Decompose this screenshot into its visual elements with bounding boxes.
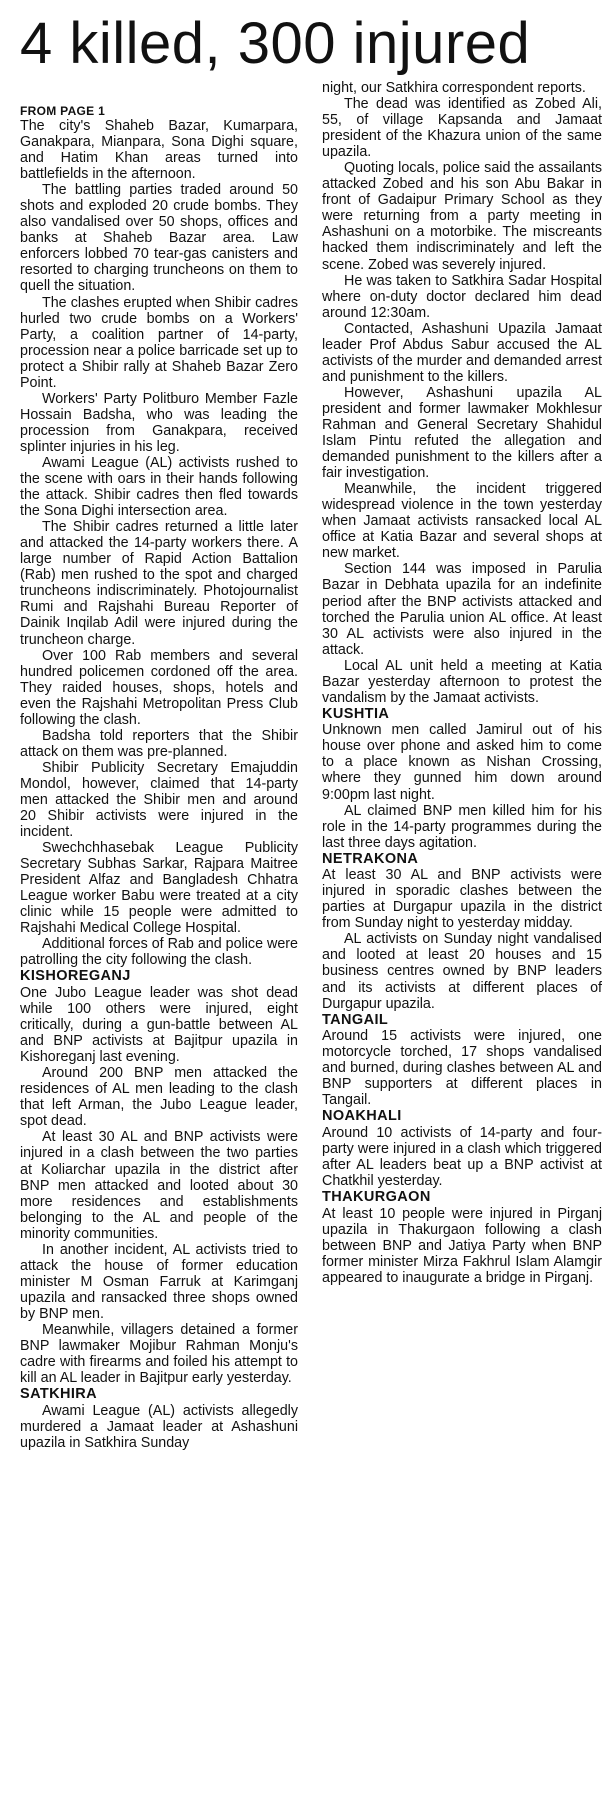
right-column [322, 80, 602, 1286]
paragraph: However, Ashashuni upazila AL president and former lawmaker Mokhlesur Rahman and General Secretary Shahidul Islam Pintu refuted the allegation and demanded punishment to the killers after a fair investigation. [322, 384, 602, 482]
paragraph: In another incident, AL activists tried to attack the house of former education minister M Osman Farruk at Karimganj upazila and ransacked three shops owned by BNP men. [20, 1241, 298, 1322]
section-heading-kishoreganj: KISHOREGANJ [20, 968, 131, 985]
paragraph: The dead was identified as Zobed Ali, 55, of village Kapsanda and Jamaat president of the Khazura union of the same upazila. [322, 96, 602, 161]
paragraph: Local AL unit held a meeting at Katia Bazar yesterday afternoon to protest the vandalism by the Jamaat activists. [322, 657, 602, 706]
section-heading-noakhali: NOAKHALI [322, 1108, 402, 1125]
paragraph: One Jubo League leader was shot dead while 100 others were injured, eight critically, during a gun-battle between AL and BNP activists at Bajitpur upazila in Kishoreganj last evening. [20, 984, 298, 1066]
section-heading-satkhira: SATKHIRA [20, 1386, 98, 1403]
paragraph: AL claimed BNP men killed him for his role in the 14-party programmes during the last three days agitation. [322, 802, 602, 851]
section-heading-tangail: TANGAIL [322, 1011, 389, 1028]
paragraph: Workers' Party Politburo Member Fazle Hossain Badsha, who was leading the procession from Ganakpara, received splinter injuries in his leg. [20, 390, 298, 455]
paragraph: Unknown men called Jamirul out of his house over phone and asked him to come to a place known as Nishan Crossing, where they gunned him down around 9:00pm last night. [322, 722, 602, 803]
paragraph: Awami League (AL) activists rushed to the scene with oars in their hands following the attack. Shibir cadres then fled towards the Sona Dighi intersection area. [20, 454, 298, 520]
paragraph: Around 10 activists of 14-party and four-party were injured in a clash which triggered after AL leaders beat up a BNP activist at Chatkhil yesterday. [322, 1124, 602, 1189]
paragraph: Over 100 Rab members and several hundred policemen cordoned off the area. They raided houses, shops, hotels and even the Rajshahi Metropolitan Press Club following the clash. [20, 647, 298, 728]
paragraph: night, our Satkhira correspondent reports. [322, 80, 586, 96]
paragraph: The clashes erupted when Shibir cadres hurled two crude bombs on a Workers' Party, a coalition partner of 14-party, procession near a police barricade set up to protect a Shibir rally at Shaheb Bazar Zero Point. [20, 294, 298, 391]
paragraph: Swechchhasebak League Publicity Secretary Subhas Sarkar, Rajpara Maitree President Alfaz and Bangladesh Chhatra League worker Babu were treated at a city clinic while 15 people were admitted to Rajshahi Medical College Hospital. [20, 840, 298, 937]
headline: 4 killed, 300 injured [20, 11, 531, 76]
paragraph: AL activists on Sunday night vandalised and looted at least 20 houses and 15 business centres owned by BNP leaders and its activists at different places of Durgapur upazila. [322, 931, 602, 1012]
section-heading-kushtia: KUSHTIA [322, 705, 390, 722]
paragraph: The city's Shaheb Bazar, Kumarpara, Ganakpara, Mianpara, Sona Dighi square, and Hatim Khan areas turned into battlefields in the afternoon. [20, 118, 298, 183]
paragraph: The Shibir cadres returned a little later and attacked the 14-party workers there. A large number of Rapid Action Battalion (Rab) men rushed to the spot and charged truncheons indiscriminately. Photojournalist Rumi and Rajshahi Bureau Reporter of Dainik Inqilab Adil were injured during the truncheon charge. [20, 519, 298, 648]
paragraph: Additional forces of Rab and police were patrolling the city following the clash. [20, 936, 298, 969]
kicker: FROM PAGE 1 [20, 104, 106, 118]
paragraph: Badsha told reporters that the Shibir attack on them was pre-planned. [20, 727, 298, 760]
paragraph: Around 200 BNP men attacked the residences of AL men leading to the clash that left Arman, the Jubo League leader, spot dead. [20, 1065, 298, 1130]
paragraph: Meanwhile, villagers detained a former BNP lawmaker Mojibur Rahman Monju's cadre with firearms and foiled his attempt to kill an AL leader in Bajitpur early yesterday. [20, 1321, 298, 1387]
paragraph: At least 30 AL and BNP activists were injured in a clash between the two parties at Koliarchar upazila in the district after BNP men attacked and looted about 30 more residences and establishments belonging to the AL and people of the minority communities. [20, 1129, 298, 1242]
section-heading-thakurgaon: THAKURGAON [322, 1189, 431, 1206]
left-column [20, 104, 298, 1451]
paragraph: At least 10 people were injured in Pirganj upazila in Thakurgaon following a clash between BNP and Jatiya Party when BNP former minister Mirza Fakhrul Islam Alamgir appeared to inaugurate a bridge in Pirganj. [322, 1205, 602, 1286]
paragraph: Awami League (AL) activists allegedly murdered a Jamaat leader at Ashashuni upazila in Satkhira Sunday [20, 1402, 298, 1451]
paragraph: Shibir Publicity Secretary Emajuddin Mondol, however, claimed that 14-party men attacked the Shibir men and around 20 Shibir activists were injured in the incident. [20, 759, 298, 841]
article-columns [20, 80, 602, 1780]
paragraph: Around 15 activists were injured, one motorcycle torched, 17 shops vandalised and burned, during clashes between AL and BNP supporters at different places in Tangail. [322, 1028, 602, 1109]
paragraph: Section 144 was imposed in Parulia Bazar in Debhata upazila for an indefinite period after the BNP activists attacked and torched the Parulia union AL office. At least 30 AL activists were also injured in the attack. [322, 561, 602, 658]
paragraph: Quoting locals, police said the assailants attacked Zobed and his son Abu Bakar in front of Gadaipur Primary School as they were returning from a party meeting in Ashashuni on a motorbike. The miscreants hacked them indiscriminately and left the scene. Zobed was severely injured. [322, 160, 602, 273]
section-heading-netrakona: NETRAKONA [322, 850, 419, 867]
paragraph: Contacted, Ashashuni Upazila Jamaat leader Prof Abdus Sabur accused the AL activists of the murder and demanded arrest and punishment to the killers. [322, 320, 602, 385]
paragraph: He was taken to Satkhira Sadar Hospital where on-duty doctor declared him dead around 12:30am. [322, 272, 602, 321]
paragraph: The battling parties traded around 50 shots and exploded 20 crude bombs. They also vandalised over 50 shops, offices and banks at Shaheb Bazar area. Law enforcers lobbed 70 tear-gas canisters and resorted to charging truncheons on them to quell the situation. [20, 182, 298, 295]
paragraph: Meanwhile, the incident triggered widespread violence in the town yesterday when Jamaat activists ransacked local AL office at Katia Bazar and several shops at new market. [322, 481, 602, 562]
paragraph: At least 30 AL and BNP activists were injured in sporadic clashes between the parties at Durgapur upazila in the district from Sunday night to yesterday midday. [322, 867, 602, 932]
